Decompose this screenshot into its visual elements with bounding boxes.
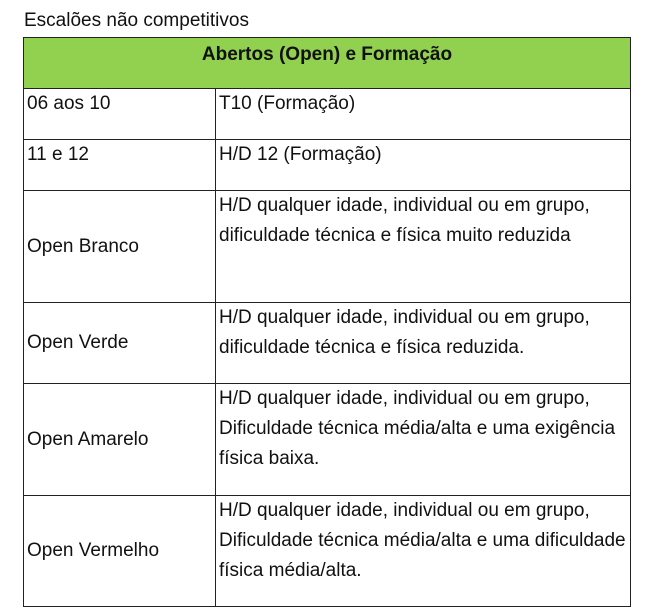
category-cell: Open Verde [24, 303, 216, 384]
category-cell: Open Branco [24, 191, 216, 303]
table-row [24, 140, 631, 191]
category-cell: Open Vermelho [24, 496, 216, 607]
table-caption: Escalões não competitivos [24, 10, 249, 31]
table-row [24, 496, 631, 607]
table-row [24, 89, 631, 140]
age-groups-table [23, 37, 631, 607]
table-header-row [24, 38, 631, 89]
table-row [24, 191, 631, 303]
category-cell: 11 e 12 [24, 140, 216, 191]
description-cell: T10 (Formação) [216, 89, 631, 140]
description-cell: H/D qualquer idade, individual ou em grupo, Dificuldade técnica média/alta e uma dificuldade física média/alta. [216, 496, 631, 607]
category-cell: 06 aos 10 [24, 89, 216, 140]
category-cell: Open Amarelo [24, 384, 216, 496]
table-row [24, 303, 631, 384]
description-cell: H/D 12 (Formação) [216, 140, 631, 191]
description-cell: H/D qualquer idade, individual ou em grupo, dificuldade técnica e física reduzida. [216, 303, 631, 384]
table-row [24, 384, 631, 496]
description-cell: H/D qualquer idade, individual ou em grupo, Dificuldade técnica média/alta e uma exigência física baixa. [216, 384, 631, 496]
description-cell: H/D qualquer idade, individual ou em grupo, dificuldade técnica e física muito reduzida [216, 191, 631, 303]
table-header: Abertos (Open) e Formação [24, 38, 631, 89]
